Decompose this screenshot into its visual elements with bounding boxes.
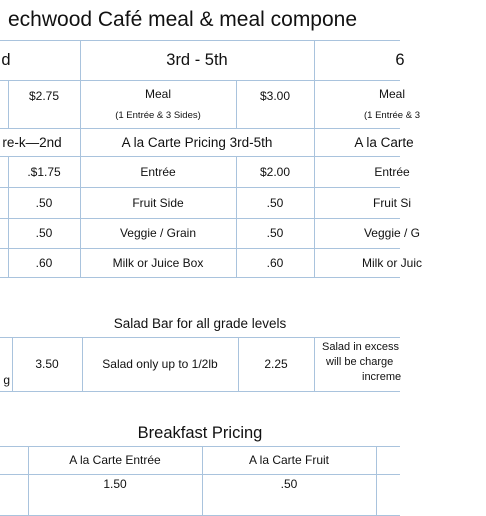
grid-line xyxy=(0,391,400,392)
salad-bar-header: Salad Bar for all grade levels xyxy=(113,315,287,331)
milk-price-prek: .60 xyxy=(35,255,53,270)
grid-line xyxy=(376,446,377,516)
veggie-label: Veggie / Grain xyxy=(119,226,197,240)
entree-label-6th: Entrée xyxy=(374,164,410,179)
grid-line xyxy=(314,337,315,391)
alacarte-header-6th: A la Carte xyxy=(354,134,414,150)
salad-price-1: 3.50 xyxy=(35,357,59,371)
header-prek: d xyxy=(1,50,11,69)
meal-label: Meal xyxy=(144,87,171,101)
meal-sublabel-6th: (1 Entrée & 3 xyxy=(364,109,420,121)
alacarte-header-prek: re-k—2nd xyxy=(2,134,62,150)
fruit-label: Fruit Side xyxy=(132,195,184,210)
entree-price-3rd-5th: $2.00 xyxy=(259,164,291,179)
veggie-label-6th: Veggie / G xyxy=(363,226,421,240)
breakfast-fruit-header: A la Carte Fruit xyxy=(248,453,330,467)
breakfast-header: Breakfast Pricing xyxy=(137,423,263,442)
alacarte-header-3rd-5th: A la Carte Pricing 3rd-5th xyxy=(121,134,273,150)
entree-price-prek: .$1.75 xyxy=(27,164,61,179)
fruit-label-6th: Fruit Si xyxy=(372,195,411,210)
meal-label-6th: Meal xyxy=(378,87,405,101)
salad-note-line-1: Salad in excess xyxy=(322,341,400,353)
meal-price-prek: $2.75 xyxy=(28,89,60,103)
salad-label: Salad only up to 1/2lb xyxy=(102,357,218,371)
entree-label: Entrée xyxy=(140,164,176,179)
salad-note-line-3: increme xyxy=(362,371,402,383)
breakfast-entree-price: 1.50 xyxy=(103,477,127,491)
milk-label: Milk or Juice Box xyxy=(112,255,204,270)
grid-line xyxy=(0,277,400,278)
meal-sublabel: (1 Entrée & 3 Sides) xyxy=(115,109,201,121)
salad-note-line-2: will be charge xyxy=(326,356,394,368)
salad-price-2: 2.25 xyxy=(264,357,288,371)
salad-excess-note xyxy=(322,340,482,385)
page-title: echwood Café meal & meal compone xyxy=(8,8,358,31)
veggie-price-3rd-5th: .50 xyxy=(266,226,284,240)
header-3rd-5th: 3rd - 5th xyxy=(166,50,228,69)
header-6th: 6 xyxy=(395,50,405,69)
milk-label-6th: Milk or Juic xyxy=(361,255,422,270)
salad-left-fragment: g xyxy=(3,373,10,387)
fruit-price-prek: .50 xyxy=(35,195,53,210)
fruit-price-3rd-5th: .50 xyxy=(266,195,284,210)
breakfast-fruit-price: .50 xyxy=(280,477,298,491)
veggie-price-prek: .50 xyxy=(35,226,53,240)
breakfast-entree-header: A la Carte Entrée xyxy=(69,453,161,467)
meal-price-3rd-5th: $3.00 xyxy=(259,89,291,103)
milk-price-3rd-5th: .60 xyxy=(266,255,284,270)
